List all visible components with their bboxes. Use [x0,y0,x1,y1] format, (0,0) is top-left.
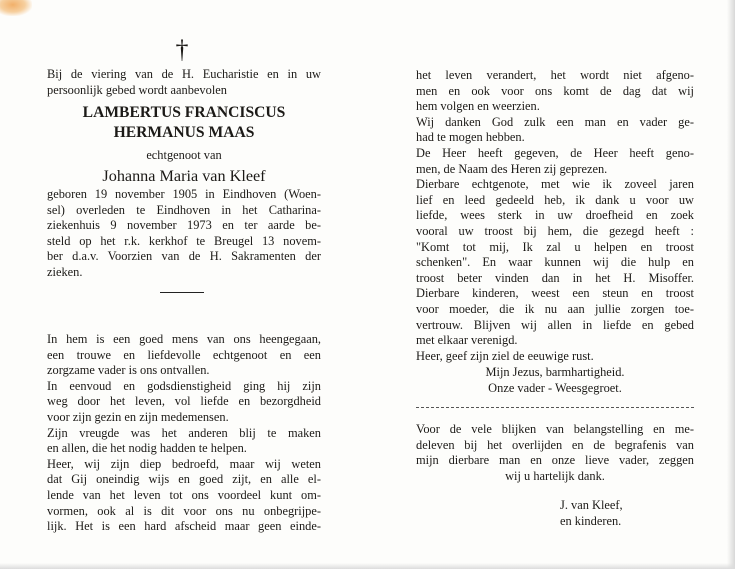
tribute-line: weg door het leven, vol liefde en bezorgdheid [47,394,321,409]
tribute-line: In eenvoud en godsdienstigheid ging hij zijn [47,378,321,393]
bio-line: ber d.a.v. Voorzien van de H. Sakramenten der [47,249,321,264]
text-line: lief en leed gedeeld heb, ik dank u voor uw [416,192,694,207]
cross-symbol: † [175,35,189,64]
text-line: hem volgen en weerzien. [416,99,540,114]
signature-line: en kinderen. [560,513,622,528]
bio-line: sel) overleden te Eindhoven in het Catharina- [47,202,321,217]
text-line: had te mogen hebben. [416,130,525,145]
tribute-line: zorgzame vader is ons ontvallen. [47,363,210,378]
prayer-line: Mijn Jezus, barmhartigheid. [485,365,625,379]
tribute-line: lende van het leven tot ons voordeel kunt om- [47,487,321,502]
text-line: "Komt tot mij, Ik zal u helpen en troost [416,239,694,254]
short-divider [160,292,204,293]
text-line: het leven verandert, het wordt niet afgeno- [416,68,694,82]
spouse-label: echtgenoot van [146,148,222,162]
deceased-name-line2: HERMANUS MAAS [113,124,255,141]
signature [560,498,680,529]
deceased-name-line1: LAMBERTUS FRANCISCUS [82,104,286,121]
card-edge-bottom [0,563,735,569]
tribute-line: lijk. Het is een hard afscheid maar geen einde- [47,519,321,534]
tribute-line: In hem is een goed mens van ons heengegaan, [47,332,321,346]
thanks-text [416,422,694,484]
text-line: men en ook voor ons komt de dag dat wij [416,83,694,98]
tribute-line: Zijn vreugde was het anderen blij te maken [47,425,321,440]
thanks-line: mijn dierbare man en onze lieve vader, zeggen [416,453,694,468]
long-divider [416,407,694,408]
bio-line: geboren 19 november 1905 in Eindhoven (Woen- [47,187,321,201]
text-line: Heer, geef zijn ziel de eeuwige rust. [416,348,594,363]
text-line: De Heer heeft gegeven, de Heer heeft geno- [416,145,694,160]
text-line: met elkaar verenigd. [416,333,518,348]
text-line: men, de Naam des Heren zij geprezen. [416,161,608,176]
text-line: Dierbare kinderen, weest een steun en troost [416,286,694,301]
text-line: Wij danken God zulk een man en vader ge- [416,114,694,129]
intro-line: Bij de viering van de H. Eucharistie en in uw [47,67,321,81]
thanks-line: wij u hartelijk dank. [505,468,605,483]
text-line: Dierbare echtgenote, met wie ik zoveel jaren [416,177,694,192]
continued-text [416,68,694,364]
paper-stain [0,0,32,16]
text-line: vooral uw troost bij hem, die gezegd heeft : [416,223,694,238]
intro-line: persoonlijk gebed wordt aanbevolen [47,82,227,97]
text-line: troost beter vinden dan in het H. Misoffer. [416,270,694,285]
intro-text [47,67,321,98]
bio-line: ziekenhuis 9 november 1973 en ter aarde be- [47,218,321,233]
tribute-line: een trouwe en liefdevolle echtgenoot en een [47,347,321,362]
prayer [416,365,694,396]
tribute-line: en allen, die het nodig hadden te helpen. [47,441,247,456]
text-line: schenken". En waar kunnen wij die hulp en [416,255,694,270]
thanks-line: deleven bij het overlijden en de begrafenis van [416,437,694,452]
spouse-name: Johanna Maria van Kleef [102,167,266,185]
tribute-line: voor zijn gezin en zijn medemensen. [47,409,229,424]
tribute-line: dat Gij oneindig wijs en goed zijt, en alle el- [47,472,321,487]
biography [47,187,321,281]
prayer-line: Onze vader - Weesgegroet. [488,380,622,395]
bio-line: zieken. [47,264,83,279]
signature-line: J. van Kleef, [560,498,623,512]
tribute-text [47,332,321,535]
tribute-line: Heer, wij zijn diep bedroefd, maar wij weten [47,456,321,471]
text-line: liefde, wees sterk in uw droefheid en zoek [416,208,694,223]
thanks-line: Voor de vele blijken van belangstelling en me- [416,422,694,436]
card-edge-right [727,0,735,569]
text-line: vertrouw. Blijven wij allen in liefde en gebed [416,317,694,332]
text-line: voor moeder, die ik nu aan jullie zorgen toe- [416,301,694,316]
deceased-name [47,103,321,143]
bio-line: steld op het r.k. kerkhof te Breugel 13 novem- [47,233,321,248]
tribute-line: vormen, ook al is dit voor ons nu onbegrijpe- [47,503,321,518]
